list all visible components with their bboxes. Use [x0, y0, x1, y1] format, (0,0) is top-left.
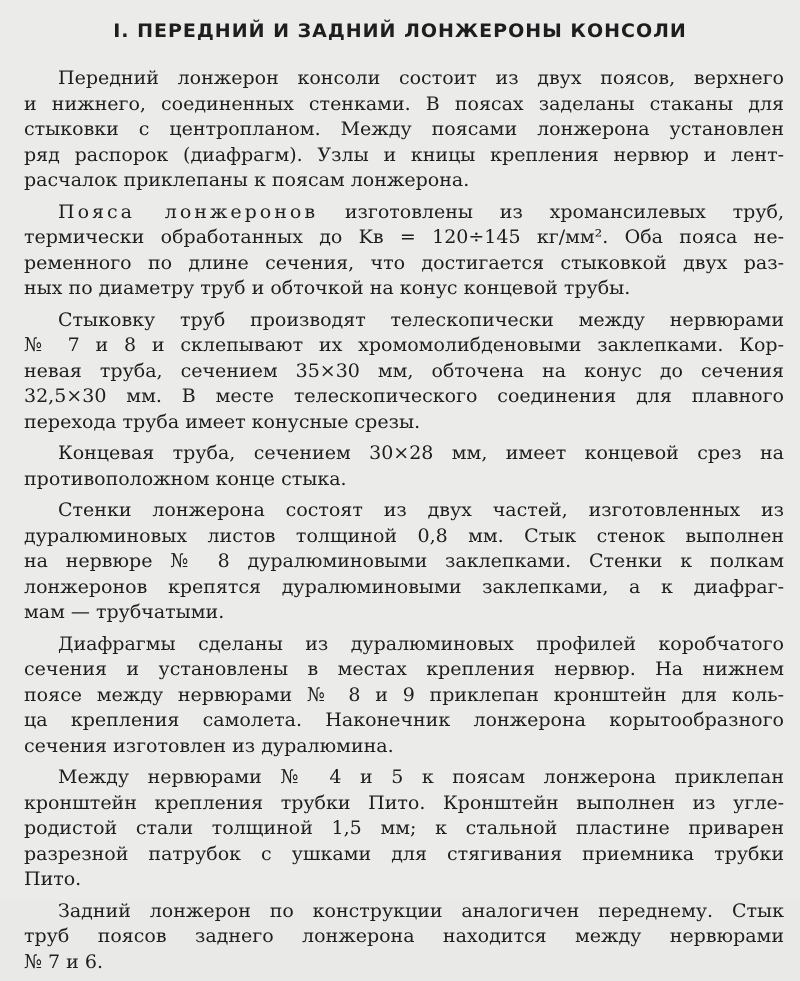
- text-line: дуралюминовых листов толщиной 0,8 мм. Стык стенок выполнен: [24, 524, 784, 547]
- body-text: [24, 66, 784, 981]
- text-line: лонжеронов крепятся дуралюминовыми заклепками, а к диафраг-: [24, 575, 784, 598]
- text-line: Задний лонжерон по конструкции аналогичен переднему. Стык: [58, 899, 784, 922]
- text-line: № 7 и 6.: [24, 950, 103, 973]
- paragraph-pitot-bracket: [24, 765, 784, 893]
- text-line: 32,5×30 мм. В месте телескопического соединения для плавного: [24, 385, 784, 407]
- text-line: ных по диаметру труб и обточкой на конус концевой трубы.: [24, 277, 631, 299]
- text-line: сечения изготовлен из дуралюмина.: [24, 734, 394, 757]
- text-line: Концевая труба, сечением 30×28 мм, имеет концевой срез на: [58, 442, 784, 464]
- paragraph-spar-flanges: [24, 200, 784, 302]
- text-line: перехода труба имеет конусные срезы.: [24, 410, 421, 433]
- text-line: противоположном конце стыка.: [24, 467, 347, 490]
- text-line: и нижнего, соединенных стенками. В поясах заделаны стаканы для: [24, 92, 784, 115]
- text-line: родистой стали толщиной 1,5 мм; к стальной пластине приварен: [24, 817, 784, 839]
- text-line: кронштейн крепления трубки Пито. Кронштейн выполнен из угле-: [24, 791, 784, 814]
- paragraph-end-tube: [24, 441, 784, 492]
- text-line: Пито.: [24, 868, 82, 890]
- text-line: Стыковку труб производят телескопически между нервюрами: [58, 308, 784, 331]
- paragraph-rear-spar: [24, 899, 784, 976]
- text-line: Диафрагмы сделаны из дуралюминовых профилей коробчатого: [58, 632, 784, 655]
- paragraph-diaphragms: [24, 632, 784, 760]
- text-line: расчалок приклепаны к поясам лонжерона.: [24, 169, 470, 191]
- text-line: термически обработанных до Kв = 120÷145 кг/мм². Оба пояса не-: [24, 226, 784, 248]
- paragraph-tube-joint: [24, 308, 784, 436]
- text-line: стыковки с центропланом. Между поясами лонжерона установлен: [24, 118, 784, 140]
- spaced-lead-term: Пояса лонжеронов: [58, 200, 319, 223]
- text-line: невая труба, сечением 35×30 мм, обточена на конус до сечения: [24, 359, 784, 382]
- text-line: сечения и установлены в местах крепления нервюр. На нижнем: [24, 658, 784, 680]
- text-line: ца крепления самолета. Наконечник лонжерона корытообразного: [24, 709, 784, 731]
- text-line: ременного по длине сечения, что достигается стыковкой двух раз-: [24, 251, 784, 274]
- text-line: [24, 200, 784, 226]
- paragraph-front-spar: [24, 66, 784, 194]
- text-line: мам — трубчатыми.: [24, 601, 225, 623]
- text-line-rest: изготовлены из хромансилевых труб,: [318, 200, 784, 223]
- text-line: на нервюре № 8 дуралюминовыми заклепками. Стенки к полкам: [24, 550, 784, 572]
- text-line: труб поясов заднего лонжерона находится между нервюрами: [24, 925, 784, 947]
- text-line: Между нервюрами № 4 и 5 к поясам лонжерона приклепан: [58, 766, 784, 788]
- text-line: ряд распорок (диафрагм). Узлы и кницы крепления нервюр и лент-: [24, 143, 784, 166]
- text-line: № 7 и 8 и склепывают их хромомолибденовыми заклепками. Кор-: [24, 334, 784, 356]
- text-line: разрезной патрубок с ушками для стягивания приемника трубки: [24, 842, 784, 865]
- section-title: I. ПЕРЕДНИЙ И ЗАДНИЙ ЛОНЖЕРОНЫ КОНСОЛИ: [113, 20, 687, 42]
- text-line: Передний лонжерон консоли состоит из двух поясов, верхнего: [58, 67, 784, 89]
- paragraph-spar-webs: [24, 498, 784, 626]
- text-line: Стенки лонжерона состоят из двух частей, изготовленных из: [58, 499, 784, 521]
- text-line: поясе между нервюрами № 8 и 9 приклепан кронштейн для коль-: [24, 683, 784, 706]
